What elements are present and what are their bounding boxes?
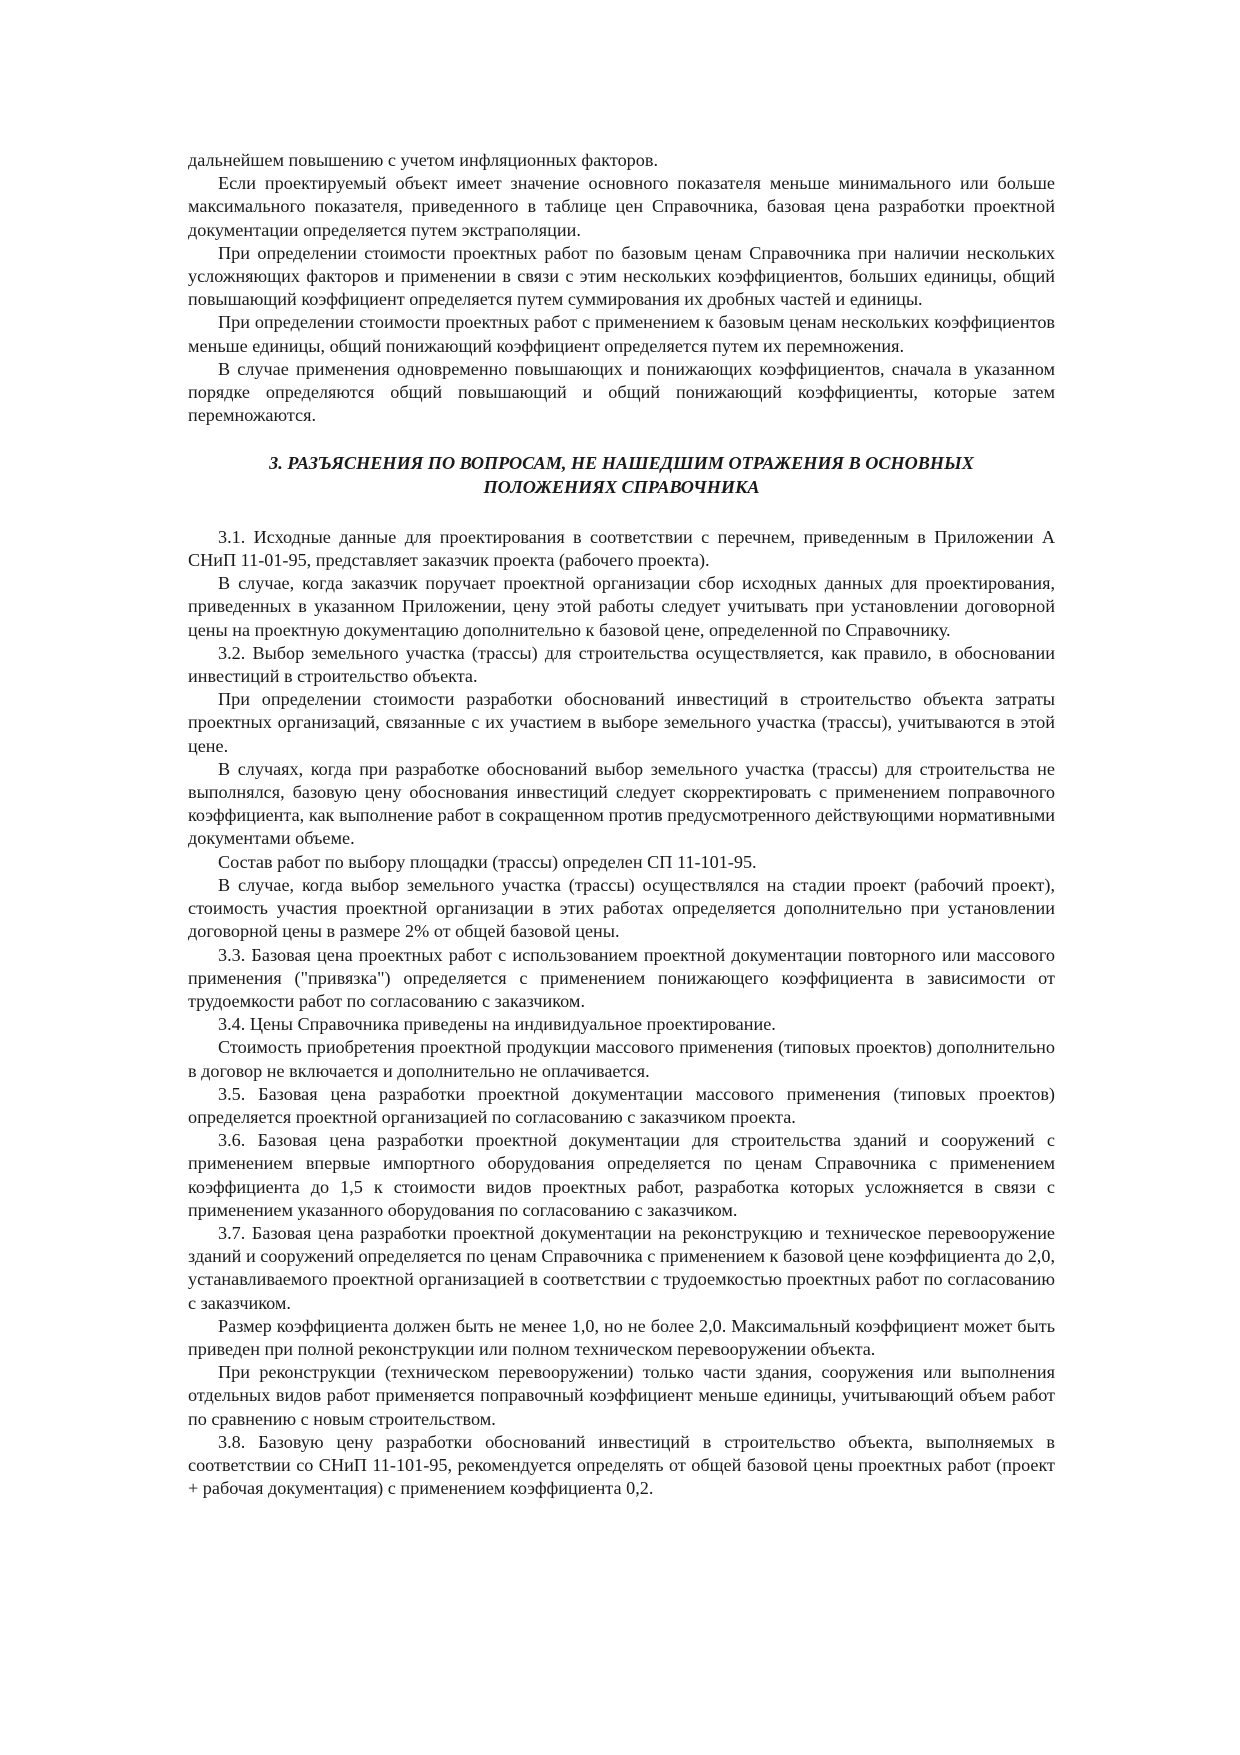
paragraph: 3.2. Выбор земельного участка (трассы) для строительства осуществляется, как правило, в обосновании инвестиций в строительство объекта. xyxy=(188,642,1055,687)
paragraph: В случае, когда заказчик поручает проектной организации сбор исходных данных для проектирования, приведенных в указанном Приложении, цену этой работы следует учитывать при установлении договорной цены на проектную документацию дополнительно к базовой цене, определенной по Справочнику. xyxy=(188,573,1055,640)
paragraph: При реконструкции (техническом перевооружении) только части здания, сооружения или выполнения отдельных видов работ применяется поправочный коэффициент меньше единицы, учитывающий объем работ по сравнению с новым строительством. xyxy=(188,1362,1055,1429)
paragraph: При определении стоимости разработки обоснований инвестиций в строительство объекта затраты проектных организаций, связанные с их участием в выборе земельного участка (трассы), учитываются в этой цене. xyxy=(188,689,1055,756)
paragraph: В случае применения одновременно повышающих и понижающих коэффициентов, сначала в указанном порядке определяются общий повышающий и общий понижающий коэффициенты, которые затем перемножаются. xyxy=(188,358,1055,426)
paragraph: 3.8. Базовую цену разработки обоснований инвестиций в строительство объекта, выполняемых в соответствии со СНиП 11-101-95, рекомендуется определять от общей базовой цены проектных работ (проект + рабочая документация) с применением коэффициента 0,2. xyxy=(188,1431,1055,1499)
paragraph: дальнейшем повышению с учетом инфляционных факторов. xyxy=(188,150,658,170)
paragraph: Стоимость приобретения проектной продукции массового применения (типовых проектов) дополнительно в договор не включается и дополнительно не оплачивается. xyxy=(188,1037,1055,1081)
paragraph: В случае, когда выбор земельного участка (трассы) осуществлялся на стадии проект (рабочий проект), стоимость участия проектной организации в этих работах определяется дополнительно при установлении договорной цены в размере 2% от общей базовой цены. xyxy=(188,874,1055,942)
paragraph: При определении стоимости проектных работ по базовым ценам Справочника при наличии нескольких усложняющих факторов и применении в связи с этим нескольких коэффициентов, больших единицы, общий повышающий коэффициент определяется путем суммирования их дробных частей и единицы. xyxy=(188,242,1055,310)
document-page xyxy=(188,149,1055,1500)
paragraph: 3.4. Цены Справочника приведены на индивидуальное проектирование. xyxy=(218,1014,776,1035)
paragraph: 3.5. Базовая цена разработки проектной документации массового применения (типовых проектов) определяется проектной организацией по согласованию с заказчиком проекта. xyxy=(188,1083,1055,1127)
paragraph: 3.3. Базовая цена проектных работ с использованием проектной документации повторного или массового применения ("привязка") определяется с применением понижающего коэффициента в зависимости от трудоемкости работ по согласованию с заказчиком. xyxy=(188,944,1055,1011)
paragraph: 3.1. Исходные данные для проектирования в соответствии с перечнем, приведенным в Приложении А СНиП 11-01-95, представляет заказчик проекта (рабочего проекта). xyxy=(188,526,1055,571)
paragraph: При определении стоимости проектных работ с применением к базовым ценам нескольких коэффициентов меньше единицы, общий понижающий коэффициент определяется путем их перемножения. xyxy=(188,312,1055,356)
paragraph: 3.7. Базовая цена разработки проектной документации на реконструкцию и техническое перевооружение зданий и сооружений определяется по ценам Справочника с применением к базовой цене коэффициента до 2,0, устанавливаемого проектной организацией в соответствии с трудоемкостью проектных работ по согласованию с заказчиком. xyxy=(188,1222,1055,1313)
paragraph: Если проектируемый объект имеет значение основного показателя меньше минимального или больше максимального показателя, приведенного в таблице цен Справочника, базовая цена разработки проектной документации определяется путем экстраполяции. xyxy=(188,173,1055,240)
paragraph: Размер коэффициента должен быть не менее 1,0, но не более 2,0. Максимальный коэффициент может быть приведен при полной реконструкции или полном техническом перевооружении объекта. xyxy=(188,1315,1055,1359)
section-heading: 3. РАЗЪЯСНЕНИЯ ПО ВОПРОСАМ, НЕ НАШЕДШИМ ОТРАЖЕНИЯ В ОСНОВНЫХ ПОЛОЖЕНИЯХ СПРАВОЧНИКА xyxy=(269,453,974,497)
paragraph: Состав работ по выбору площадки (трассы) определен СП 11-101-95. xyxy=(218,851,757,872)
paragraph: В случаях, когда при разработке обоснований выбор земельного участка (трассы) для строительства не выполнялся, базовую цену обоснования инвестиций следует скорректировать с применением поправочного коэффициента, как выполнение работ в сокращенном против предусмотренного действующими нормативными документами объеме. xyxy=(188,758,1055,849)
paragraph: 3.6. Базовая цена разработки проектной документации для строительства зданий и сооружений с применением впервые импортного оборудования определяется по ценам Справочника с применением коэффициента до 1,5 к стоимости видов проектных работ, разработка которых усложняется в связи с применением указанного оборудования по согласованию с заказчиком. xyxy=(188,1130,1055,1220)
